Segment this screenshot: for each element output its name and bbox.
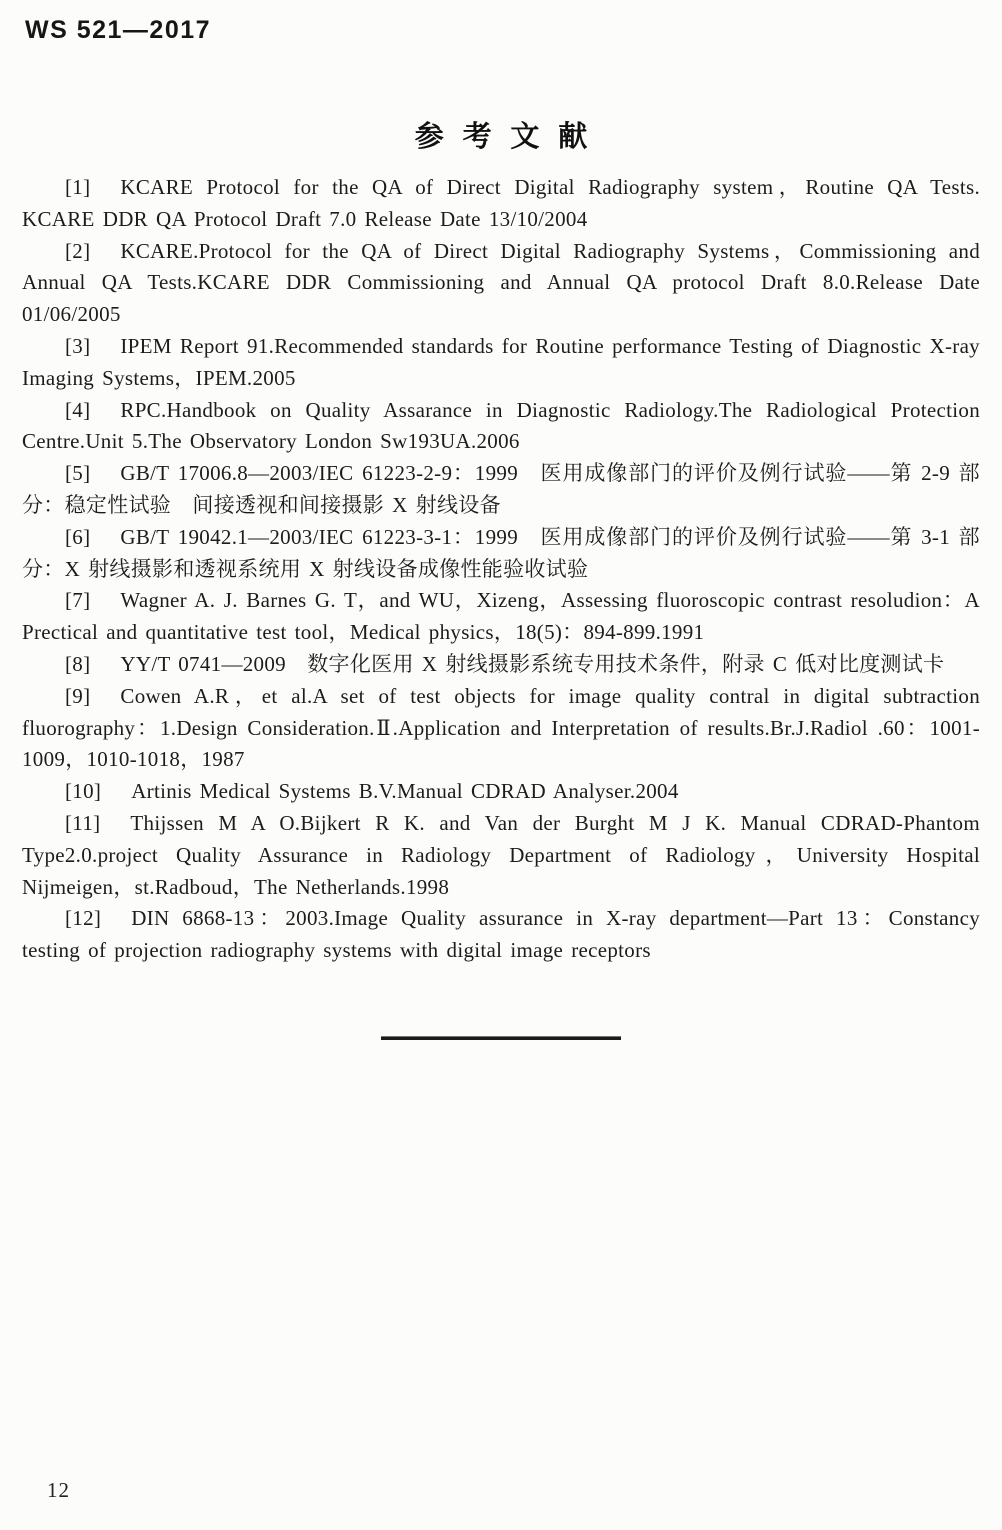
reference-text: Wagner A. J. Barnes G. T，and WU，Xizeng，Assessing fluoroscopic contrast resoludion：A Prectical and quantitative test tool，Medical physics，18(5)：894-899.1991 (22, 588, 980, 645)
reference-text: KCARE.Protocol for the QA of Direct Digital Radiography Systems，Commissioning and Annual QA Tests.KCARE DDR Commissioning and Annual QA protocol Draft 8.0.Release Date 01/06/2005 (22, 238, 980, 327)
reference-item (22, 522, 980, 586)
reference-text: KCARE Protocol for the QA of Direct Digital Radiography system，Routine QA Tests. KCARE DDR QA Protocol Draft 7.0 Release Date 13/10/2004 (22, 175, 980, 231)
reference-text: Thijssen M A O.Bijkert R K. and Van der Burght M J K. Manual CDRAD-Phantom Type2.0.project Quality Assurance in Radiology Department of Radiology，University Hospital Nijmeigen，st.Radboud，The Netherlands.1998 (22, 810, 980, 899)
reference-item (22, 903, 980, 967)
reference-item (22, 585, 980, 649)
reference-item (22, 331, 980, 395)
reference-item (22, 395, 980, 459)
reference-text: GB/T 19042.1—2003/IEC 61223-3-1：1999 医用成像部门的评价及例行试验——第 3-1 部分：X 射线摄影和透视系统用 X 射线设备成像性能验收试验 (22, 524, 980, 581)
reference-text: YY/T 0741—2009 数字化医用 X 射线摄影系统专用技术条件，附录 C 低对比度测试卡 (120, 651, 945, 676)
reference-text: Artinis Medical Systems B.V.Manual CDRAD Analyser.2004 (131, 779, 679, 804)
section-title: 参考文献 (414, 121, 607, 153)
reference-number: [5] (65, 461, 91, 486)
reference-text: DIN 6868-13：2003.Image Quality assurance in X-ray department—Part 13：Constancy testing of projection radiography systems with digital image receptors (22, 906, 980, 963)
reference-number: [9] (65, 683, 91, 708)
reference-item (22, 808, 980, 903)
reference-item (22, 172, 980, 236)
page-number: 12 (47, 1478, 70, 1502)
reference-number: [11] (65, 810, 101, 835)
reference-text: Cowen A.R，et al.A set of test objects for image quality contral in digital subtraction fluorography：1.Design Consideration.Ⅱ.Application and Interpretation of results.Br.J.Radiol .60：1001-1009，1010-1018，1987 (22, 683, 980, 772)
reference-text: GB/T 17006.8—2003/IEC 61223-2-9：1999 医用成像部门的评价及例行试验——第 2-9 部分：稳定性试验 间接透视和间接摄影 X 射线设备 (22, 461, 980, 517)
reference-item (22, 681, 980, 776)
reference-item (22, 458, 980, 522)
reference-item (22, 776, 980, 808)
reference-number: [10] (65, 779, 102, 804)
reference-number: [3] (65, 333, 91, 358)
reference-number: [4] (65, 397, 91, 422)
reference-item (22, 649, 980, 681)
reference-number: [6] (65, 524, 91, 549)
reference-number: [7] (65, 588, 91, 613)
reference-number: [12] (65, 906, 102, 931)
references-list (22, 172, 980, 967)
end-of-references-rule (381, 1036, 621, 1040)
reference-number: [1] (65, 175, 91, 199)
reference-number: [2] (65, 238, 91, 263)
reference-text: RPC.Handbook on Quality Assarance in Diagnostic Radiology.The Radiological Protection Centre.Unit 5.The Observatory London Sw193UA.2006 (22, 397, 980, 454)
reference-item (22, 236, 980, 331)
reference-number: [8] (65, 651, 91, 676)
standard-number: WS 521—2017 (25, 16, 212, 44)
reference-text: IPEM Report 91.Recommended standards for Routine performance Testing of Diagnostic X-ray Imaging Systems，IPEM.2005 (22, 333, 980, 390)
